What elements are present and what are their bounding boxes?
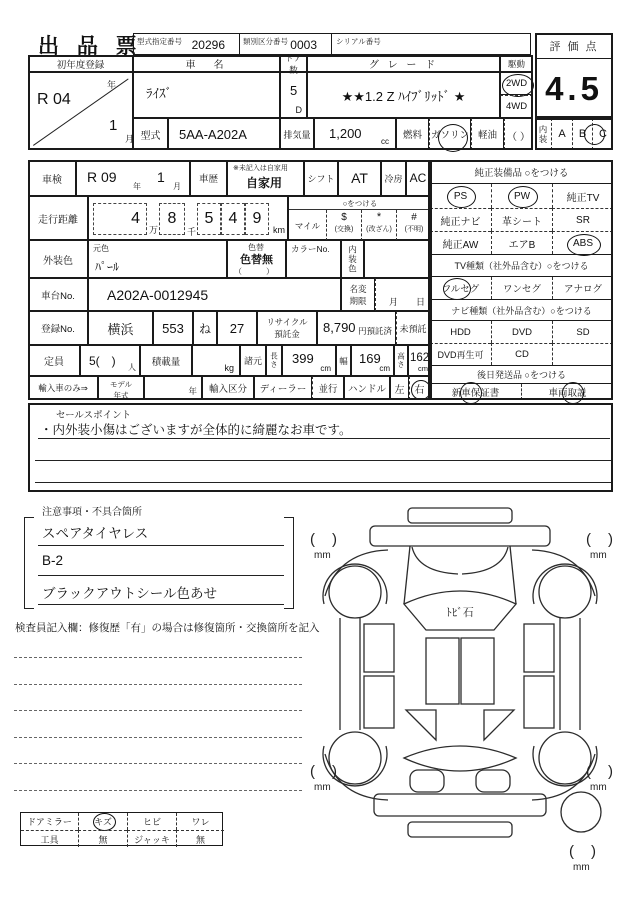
- orig-color-value: ﾊﾟｰﾙ: [95, 260, 120, 274]
- bracket-spare-mm: mm: [573, 862, 590, 873]
- mirror-r1c2: キズ: [78, 813, 127, 830]
- inspector-line-3: [14, 710, 302, 711]
- sales-point-label: セールスポイント: [56, 410, 132, 421]
- recycle-l2: 預託金: [274, 329, 300, 339]
- notes-line-2: B-2: [42, 553, 64, 568]
- mirror-r2c3: ジャッキ: [127, 830, 176, 847]
- page-title: 出 品 票: [38, 35, 143, 58]
- inspector-line-6: [14, 790, 302, 791]
- mark-header: ○をつける: [289, 197, 431, 210]
- taillight-left: [410, 770, 444, 792]
- height-cell: [408, 345, 430, 376]
- odo-sen-box: 8: [159, 203, 185, 235]
- color-change-label: 色替: [248, 243, 264, 252]
- reg-class: 553: [153, 311, 193, 345]
- car-name-cell: [133, 72, 280, 118]
- length-value: 399: [292, 351, 314, 366]
- mirror-r2c2: 無: [78, 830, 127, 847]
- color-no-label: カラーNo.: [291, 244, 330, 254]
- recycle-amount-cell: [317, 311, 396, 345]
- model-year-l2: 年式: [113, 391, 129, 400]
- fender-front-right: [533, 564, 597, 604]
- displacement-unit: cc: [381, 137, 389, 146]
- notes-label: 注意事項・不具合箇所: [42, 507, 142, 518]
- doors-value: 5: [290, 83, 298, 98]
- mirror-r1c1: ドアミラー: [27, 817, 72, 827]
- bracket-spare-close: ): [591, 843, 596, 860]
- mirror-r1c4: ワレ: [176, 813, 224, 830]
- bracket-bl-mm: mm: [314, 782, 331, 793]
- drive-2wd-cell: 2WD: [500, 72, 533, 95]
- odo-digit-2: 4: [221, 203, 245, 235]
- odo-digit-1: 5: [197, 203, 221, 235]
- kg-unit: kg: [224, 363, 234, 373]
- length-label: 長さ: [266, 345, 282, 376]
- model-code-value: 20296: [191, 38, 225, 52]
- height-label: 高さ: [394, 345, 408, 376]
- dollar-symbol: $: [341, 211, 347, 223]
- color-change-cell: [227, 240, 286, 278]
- door-panel-fr: [524, 624, 554, 672]
- rear-plate: [408, 822, 512, 837]
- hash-symbol: #: [411, 211, 417, 223]
- notes-rule-2: [38, 575, 284, 576]
- cool-label: 冷房: [381, 160, 406, 196]
- mirror-r1c3: ヒビ: [127, 813, 176, 830]
- displacement-label: 排気量: [280, 118, 314, 150]
- tv-type-header: TV種類（社外品含む）○をつける: [430, 254, 613, 277]
- cool-value: AC: [406, 160, 430, 196]
- width-cm: cm: [379, 364, 390, 373]
- bracket-br-open: (: [586, 763, 591, 780]
- fuel-label: 燃料: [396, 118, 429, 150]
- shaken-month: 1: [157, 169, 165, 185]
- color-change-paren: （ ）: [234, 267, 274, 276]
- mile-block: [288, 196, 430, 240]
- shaken-era: R 09: [87, 169, 117, 185]
- hash-sub: (不明): [404, 226, 424, 233]
- wheel-rear-right: [539, 732, 591, 784]
- star-symbol: *: [376, 211, 382, 223]
- fuel-paren-l: （: [507, 132, 517, 143]
- notes-bracket-right: [284, 517, 294, 609]
- sales-rule-1: [38, 438, 610, 439]
- color-change-value: 色替無: [240, 254, 273, 266]
- navi-dvd-play: DVD再生可: [430, 343, 491, 365]
- orig-color-cell: [88, 240, 227, 278]
- handle-right: 右: [409, 376, 430, 400]
- recycle-paid: 円預託済: [357, 326, 392, 336]
- orig-color-label: 元色: [93, 244, 109, 253]
- doors-cell: [280, 72, 307, 118]
- mile-cell: マイル: [294, 220, 321, 231]
- hood-edge-left: [404, 546, 410, 604]
- c-pillar-left: [406, 710, 436, 740]
- headlight-left: [412, 547, 458, 574]
- handle-label: ハンドル: [344, 376, 390, 400]
- door-panel-fl: [364, 624, 394, 672]
- model-value: 5AA-A202A: [168, 118, 280, 150]
- fender-front-left: [323, 564, 387, 604]
- chassis-label: 車台No.: [28, 278, 88, 311]
- displacement-value: 1,200: [329, 126, 362, 141]
- navi-sd: SD: [552, 321, 613, 343]
- odometer-cell: [88, 196, 288, 240]
- tv-fullseg: フルセグ: [430, 277, 491, 299]
- first-reg-month-value: 1: [109, 117, 118, 134]
- bracket-tl-close: ): [332, 531, 337, 548]
- reg-label: 登録No.: [28, 311, 88, 345]
- navi-empty: [552, 343, 613, 365]
- interior-color-label: 内装色: [341, 240, 364, 278]
- bracket-br-close: ): [608, 763, 613, 780]
- roof-panel-left: [426, 638, 459, 704]
- bracket-bl-open: (: [310, 763, 315, 780]
- door-panel-rl: [364, 676, 394, 728]
- inspector-line-2: [14, 684, 302, 685]
- notes-bracket-left: [24, 517, 34, 609]
- recycle-unpaid: 未預託: [396, 311, 430, 345]
- height-value: 162: [410, 352, 430, 364]
- odo-man-box: 4: [93, 203, 147, 235]
- interior-option-a: A: [558, 128, 566, 140]
- wheel-front-right: [539, 566, 591, 618]
- doors-label: ドア数: [280, 55, 307, 72]
- tv-analog: アナログ: [552, 277, 613, 299]
- score-label: 評 価 点: [535, 33, 613, 59]
- mirror-r2c1: 工具: [21, 830, 78, 847]
- notes-line-1: スペアタイヤレス: [42, 526, 149, 541]
- serial-box: [331, 33, 531, 55]
- equip-leather: 革シート: [491, 208, 552, 231]
- model-code-box: [133, 33, 240, 55]
- bracket-tr-close: ): [608, 531, 613, 548]
- notes-rule-3: [38, 604, 284, 605]
- first-reg-era: R 04: [37, 91, 71, 108]
- first-reg-month-unit: 月: [125, 134, 135, 144]
- navi-dvd: DVD: [491, 321, 552, 343]
- interior-option-b: B: [572, 118, 592, 150]
- import-label: 輸入車のみ⇒: [28, 376, 98, 400]
- km-unit: km: [273, 225, 285, 235]
- score-box: [535, 33, 613, 118]
- reg-kana: ね: [193, 311, 217, 345]
- model-year-unit: 年: [188, 386, 197, 396]
- headlight-right: [462, 547, 508, 574]
- inspector-line-4: [14, 737, 302, 738]
- capacity-cell: [80, 345, 140, 376]
- notes-rule-1: [38, 545, 284, 546]
- height-cm: cm: [418, 364, 428, 373]
- dollar-cell: [326, 210, 361, 241]
- sales-rule-3: [35, 482, 611, 483]
- drive-label: 駆動: [500, 55, 533, 72]
- odo-digit-3: 9: [245, 203, 269, 235]
- history-note: ※未記入は自家用: [233, 165, 288, 172]
- model-year-l1: モデル: [109, 380, 133, 389]
- name-change-label-cell: [341, 278, 375, 311]
- interior-color-cell: [364, 240, 430, 278]
- inspector-line-1: [14, 657, 302, 658]
- load-cell: [192, 345, 240, 376]
- class-code-value: 0003: [290, 38, 317, 52]
- import-class-label: 輸入区分: [202, 376, 254, 400]
- equip-aw: 純正AW: [430, 231, 491, 254]
- star-sub: (改ざん): [366, 226, 392, 233]
- class-code-label: 類別区分番号: [243, 37, 288, 46]
- model-label: 型式: [133, 118, 168, 150]
- ship-warranty: 新車保証書: [430, 384, 521, 400]
- sales-rule-2: [35, 460, 611, 461]
- length-cm: cm: [320, 364, 331, 373]
- equip-airbag: エアB: [491, 231, 552, 254]
- length-cell: [282, 345, 336, 376]
- parallel-cell: 並行: [312, 376, 344, 400]
- name-change-l2: 期限: [349, 296, 367, 306]
- navi-cd: CD: [491, 343, 552, 365]
- bracket-spare-open: (: [569, 843, 574, 860]
- recycle-amount: 8,790: [323, 320, 356, 335]
- shaken-cell: [76, 160, 190, 196]
- bracket-tl-open: (: [310, 531, 315, 548]
- equip-navi: 純正ナビ: [430, 208, 491, 231]
- rear-window: [404, 746, 516, 771]
- shift-label: シフト: [304, 160, 338, 196]
- capacity-value: 5( ): [89, 354, 116, 368]
- name-change-md: 月 日: [388, 297, 425, 307]
- car-diagram: [298, 500, 640, 890]
- wheel-front-left: [329, 566, 381, 618]
- fuel-paren-cell: [504, 118, 533, 150]
- equip-pw: PW: [491, 184, 552, 208]
- sales-point-box: [28, 403, 613, 492]
- interior-box: [535, 118, 613, 150]
- history-label: 車歴: [190, 160, 227, 196]
- sales-point-text: ・内外装小傷はございますが全体的に綺麗なお車です。: [40, 423, 352, 437]
- dollar-sub: (交換): [334, 226, 354, 233]
- car-name-value: ﾗｲｽﾞ: [146, 86, 172, 101]
- shaken-year-unit: 年: [133, 182, 141, 191]
- capacity-label: 定員: [28, 345, 80, 376]
- navi-hdd: HDD: [450, 326, 471, 338]
- fuel-paren-r: ）: [520, 132, 530, 143]
- reg-area: 横浜: [88, 311, 153, 345]
- grade-label: グ レ ー ド: [307, 55, 500, 72]
- first-reg-label: 初年度登録: [28, 55, 133, 72]
- front-plate: [408, 508, 512, 523]
- displacement-cell: [314, 118, 396, 150]
- rear-bumper: [374, 794, 546, 816]
- fuel-gasoline-cell: ガソリン: [429, 118, 471, 150]
- load-label: 積載量: [140, 345, 192, 376]
- score-value: 4.5: [545, 69, 603, 107]
- shift-value: AT: [338, 160, 381, 196]
- ship-header: 後日発送品 ○をつける: [430, 365, 613, 384]
- door-panel-rr: [524, 676, 554, 728]
- serial-label: シリアル番号: [336, 37, 381, 46]
- stone-chip-annotation: ﾄﾋﾞ石: [446, 607, 474, 619]
- equip-tv: 純正TV: [552, 184, 613, 208]
- drive-4wd-cell: 4WD: [500, 95, 533, 118]
- navi-type-header: ナビ種類（社外品含む）○をつける: [430, 299, 613, 321]
- shaken-label: 車検: [28, 160, 76, 196]
- interior-option-c: C: [592, 118, 613, 150]
- hash-cell: [396, 210, 431, 241]
- interior-label: 内装: [535, 118, 552, 150]
- bracket-bl-close: ): [332, 763, 337, 780]
- spec-label: 諸元: [240, 345, 266, 376]
- model-year-label-cell: [98, 376, 144, 400]
- spare-mark-circle: [561, 792, 601, 832]
- bracket-tr-open: (: [586, 531, 591, 548]
- shaken-month-unit: 月: [173, 182, 181, 191]
- history-value: 自家用: [246, 176, 283, 190]
- star-cell: [361, 210, 396, 241]
- history-cell: [227, 160, 304, 196]
- first-reg-year-unit: 年: [107, 80, 117, 90]
- equip-sr: SR: [552, 208, 613, 231]
- diagonal-line: [33, 78, 129, 145]
- fuel-diesel-cell: 軽油: [471, 118, 504, 150]
- width-value: 169: [359, 351, 381, 366]
- reg-number: 27: [217, 311, 257, 345]
- recycle-label-cell: [257, 311, 317, 345]
- equip-ps: PS: [430, 184, 491, 208]
- sen-unit: 千: [187, 227, 197, 237]
- mirror-table: [20, 812, 223, 846]
- roof-panel-right: [461, 638, 494, 704]
- width-label: 幅: [336, 345, 351, 376]
- bracket-tr-mm: mm: [590, 550, 607, 561]
- doors-sub: D: [295, 105, 302, 115]
- color-no-cell: [286, 240, 341, 278]
- body-corner-fr: [532, 550, 595, 596]
- name-change-l1: 名変: [349, 284, 367, 294]
- odometer-label: 走行距離: [28, 196, 88, 240]
- genuine-header: 純正装備品 ○をつける: [430, 160, 613, 184]
- dealer-cell: ディーラー: [254, 376, 312, 400]
- first-reg-cell: [28, 72, 133, 150]
- car-name-label: 車 名: [133, 55, 280, 72]
- recycle-l1: リサイクル: [266, 317, 308, 327]
- body-corner-fl: [325, 550, 388, 596]
- man-unit: 万: [149, 225, 159, 235]
- model-year-cell: [144, 376, 202, 400]
- width-cell: [351, 345, 394, 376]
- front-bumper: [370, 526, 550, 546]
- model-code-label: 型式指定番号: [137, 37, 182, 46]
- handle-left: 左: [390, 376, 409, 400]
- exterior-color-label: 外装色: [28, 240, 88, 278]
- tv-oneseg: ワンセグ: [491, 277, 552, 299]
- taillight-right: [476, 770, 510, 792]
- bracket-tl-mm: mm: [314, 550, 331, 561]
- notes-line-3: ブラックアウトシール色あせ: [42, 586, 217, 601]
- name-change-date-cell: [375, 278, 430, 311]
- inspector-line-5: [14, 763, 302, 764]
- equip-abs: ABS: [552, 231, 613, 254]
- mirror-r2c4: 無: [176, 830, 224, 847]
- c-pillar-right: [484, 710, 514, 740]
- grade-value: ★★1.2 Z ﾊｲﾌﾞﾘｯﾄﾞ ★: [307, 72, 500, 118]
- hood-edge-right: [510, 546, 516, 604]
- person-unit: 人: [128, 363, 136, 372]
- inspector-label: 検査員記入欄：修復歴「有」の場合は修復箇所・交換箇所を記入: [15, 622, 320, 634]
- bracket-br-mm: mm: [590, 782, 607, 793]
- ship-manual: 車両取説: [521, 384, 613, 400]
- chassis-value: A202A-0012945: [88, 278, 341, 311]
